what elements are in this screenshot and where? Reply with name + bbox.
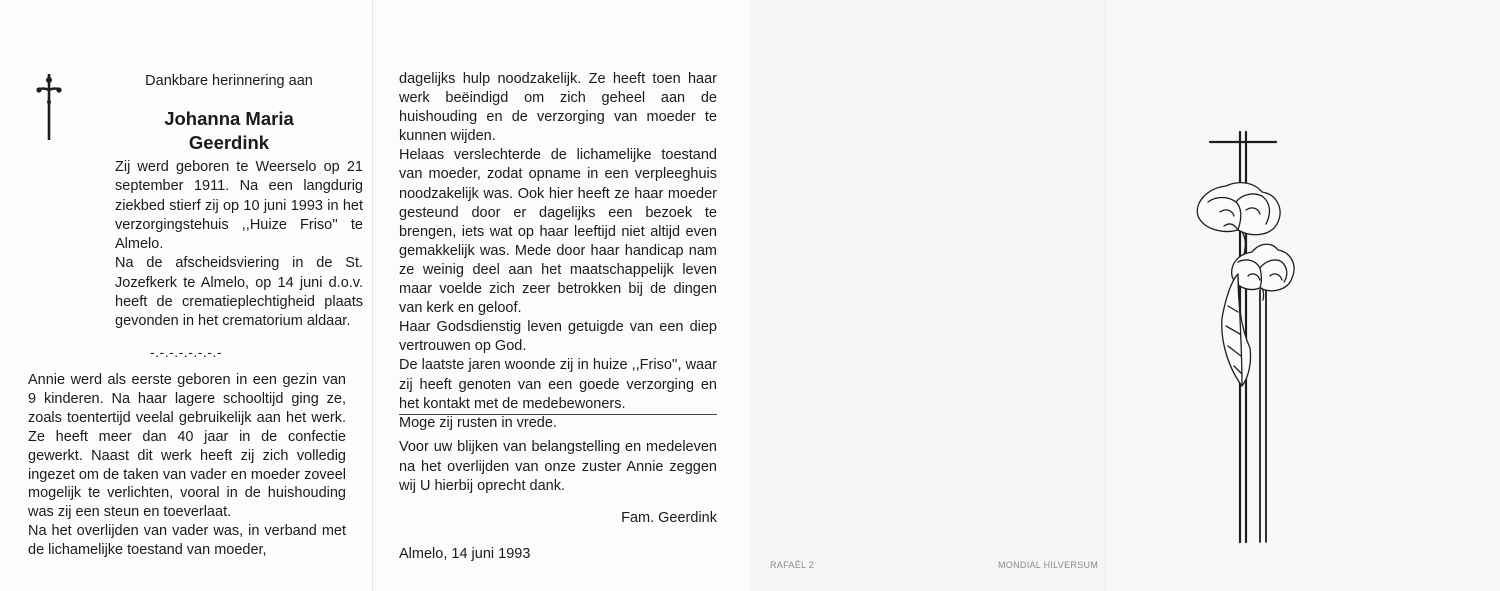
cross-icon	[34, 72, 64, 142]
life-paragraph-3: Helaas verslechterde de lichamelijke toestand van moeder, zodat opname in een verpleeghuis noodzakelijk was. Ook hier heeft ze haar moeder gesteund door er dagelijks een bezoek te brengen, iets wat op haar leeftijd niet altijd even gemakkelijk was. Mede door haar handicap nam ze weinig deel aan het maatschappelijk leven maar voelde zich zeer betrokken bij de dingen van kerk en geloof.	[399, 147, 717, 317]
life-paragraph-1: Annie werd als eerste geboren in een gezin van 9 kinderen. Na haar lagere schooltijd ging ze, zoals toentertijd veelal gebruikelijk aan het werk. Ze heeft meer dan 40 jaar in de confectie gewerkt. Naast dit werk heeft zij zich volledig ingezet om de taken van vader en moeder zoveel mogelijk te verlichten, vooral in de huishouding was zij een steun en toeverlaat.	[28, 372, 346, 521]
name-line-1: Johanna Maria	[164, 108, 294, 129]
life-paragraph-6: Moge zij rusten in vrede.	[399, 414, 557, 431]
divider	[399, 414, 717, 415]
birth-paragraph: Zij werd geboren te Weerselo op 21 september 1911. Na een langdurig ziekbed stierf zij op 10 juni 1993 in het verzorgingstehuis ,,Huize Friso'' te Almelo.	[115, 159, 363, 253]
separator: -.-.-.-.-.-.-.-	[149, 344, 223, 360]
deceased-name	[95, 107, 363, 155]
panel-front-right	[372, 0, 751, 591]
biography-continued	[399, 70, 717, 433]
biography-life	[28, 371, 346, 560]
panel-back-left	[750, 0, 1105, 591]
family-signature: Fam. Geerdink	[621, 510, 717, 526]
imprint-right: MONDIAL HILVERSUM	[998, 560, 1099, 570]
farewell-paragraph: Na de afscheidsviering in de St. Jozefkerk te Almelo, op 14 juni d.o.v. heeft de crematieplechtigheid plaats gevonden in het crematorium aldaar.	[115, 255, 363, 330]
life-paragraph-2-cont: dagelijks hulp noodzakelijk. Ze heeft toen haar werk beëindigd om zich geheel aan de huishouding en de verzorging van moeder te kunnen wijden.	[399, 71, 717, 145]
place-date: Almelo, 14 juni 1993	[399, 546, 531, 562]
biography-top	[115, 158, 363, 332]
life-paragraph-4: Haar Godsdienstig leven getuigde van een diep vertrouwen op God.	[399, 319, 717, 355]
panel-front-left	[0, 0, 372, 591]
name-line-2: Geerdink	[188, 132, 270, 153]
intro-text: Dankbare herinnering aan	[145, 73, 313, 89]
life-paragraph-2-start: Na het overlijden van vader was, in verband met de lichamelijke toestand van moeder,	[28, 523, 346, 559]
thanks-text: Voor uw blijken van belangstelling en medeleven na het overlijden van onze zuster Annie zeggen wij U hierbij oprecht dank.	[399, 439, 717, 494]
cross-with-poppies-icon	[1180, 130, 1310, 550]
life-paragraph-5: De laatste jaren woonde zij in huize ,,Friso'', waar zij heeft genoten van een goede verzorging en het kontakt met de medebewoners.	[399, 357, 717, 412]
imprint-left: RAFAËL 2	[770, 560, 815, 570]
